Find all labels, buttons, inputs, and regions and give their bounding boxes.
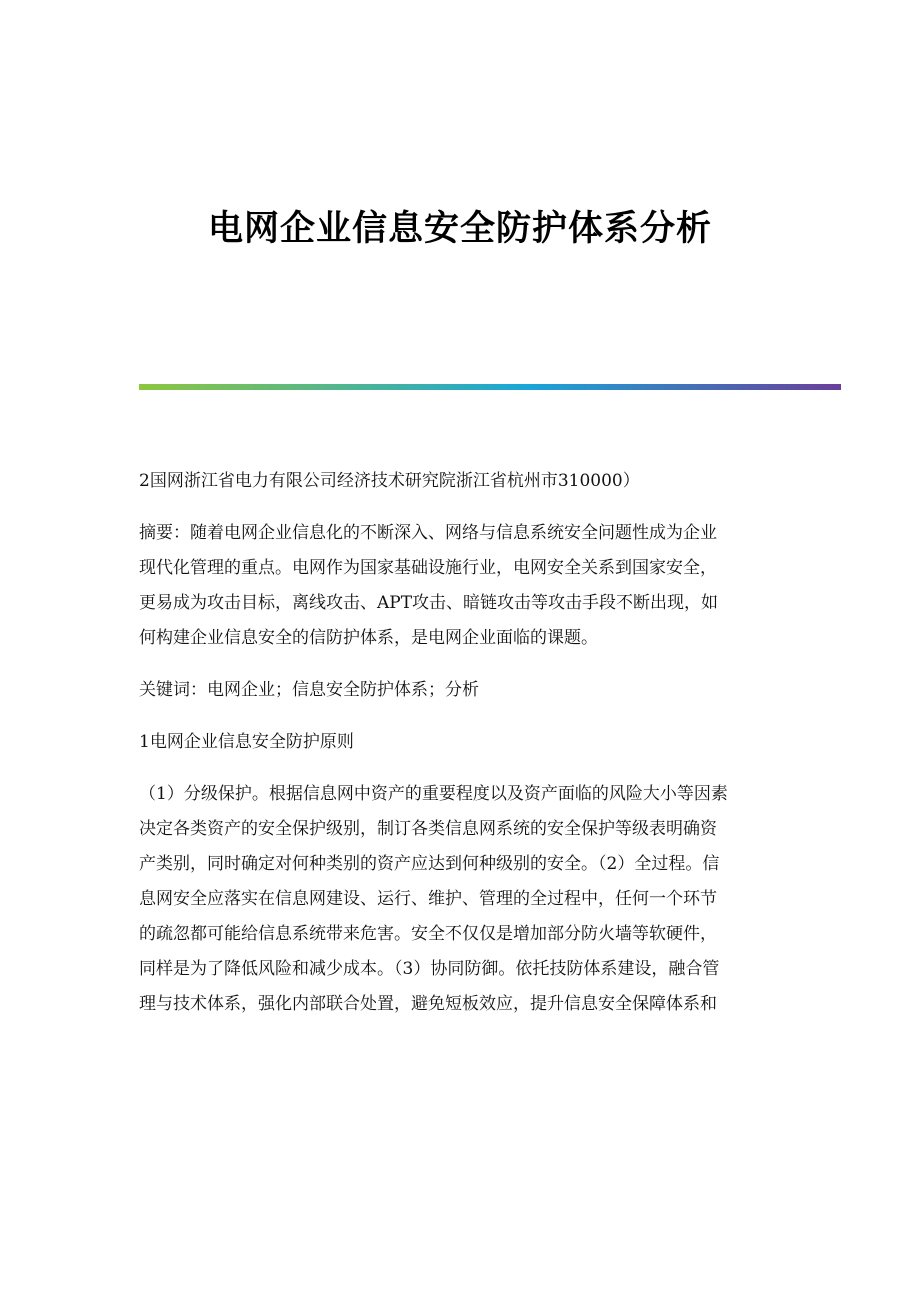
document-title: 电网企业信息安全防护体系分析 [207,209,712,249]
section-line: 决定各类资产的安全保护级别，制订各类信息网系统的安全保护等级表明确资 [139,819,717,839]
abstract-paragraph [139,516,784,656]
section-line: 产类别，同时确定对何种类别的资产应达到何种级别的安全。（2）全过程。信 [139,854,720,874]
section-line: 息网安全应落实在信息网建设、运行、维护、管理的全过程中，任何一个环节 [139,889,717,909]
abstract-line: 摘要：随着电网企业信息化的不断深入、网络与信息系统安全问题性成为企业 [139,523,717,543]
document-body [139,464,784,1022]
section-line: 的疏忽都可能给信息系统带来危害。安全不仅仅是增加部分防火墙等软硬件， [139,924,717,944]
section-heading: 1电网企业信息安全防护原则 [139,732,354,752]
section-line: 同样是为了降低风险和减少成本。（3）协同防御。依托技防体系建设，融合管 [139,959,720,979]
keywords-line: 关键词：电网企业；信息安全防护体系；分析 [139,680,479,700]
title-divider-bar [139,384,841,390]
abstract-line: 现代化管理的重点。电网作为国家基础设施行业，电网安全关系到国家安全， [139,558,717,578]
section-line: （1）分级保护。根据信息网中资产的重要程度以及资产面临的风险大小等因素 [139,784,728,804]
section-paragraph [139,777,784,1022]
section-line: 理与技术体系，强化内部联合处置，避免短板效应，提升信息安全保障体系和 [139,994,717,1014]
abstract-line: 何构建企业信息安全的信防护体系，是电网企业面临的课题。 [139,628,598,648]
affiliation-line: 2国网浙江省电力有限公司经济技术研究院浙江省杭州市310000） [139,471,640,491]
abstract-line: 更易成为攻击目标，离线攻击、APT攻击、暗链攻击等攻击手段不断出现，如 [139,593,719,613]
